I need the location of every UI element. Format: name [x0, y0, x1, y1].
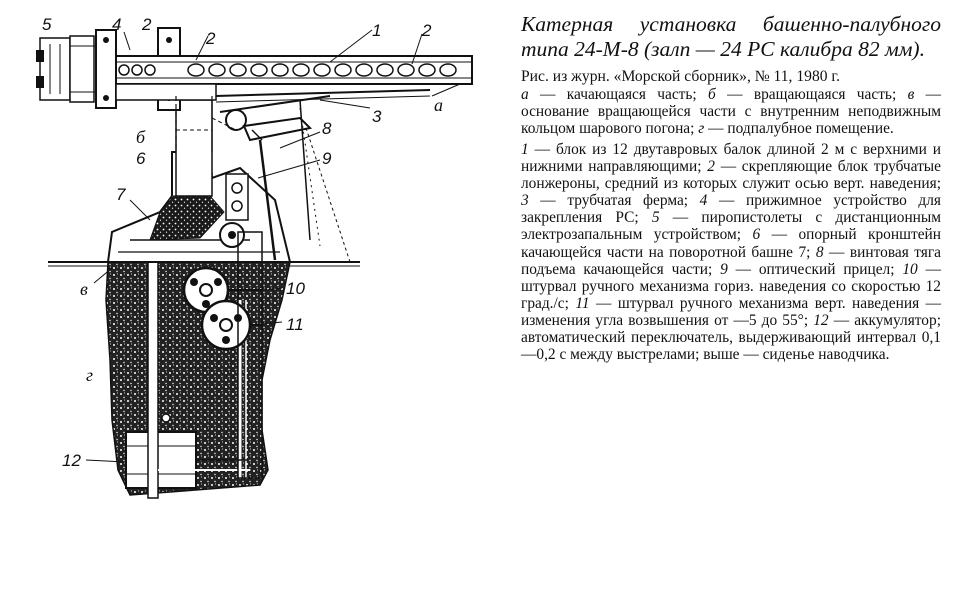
legend-key-а: а — [521, 86, 529, 103]
battery-box — [126, 432, 196, 488]
item-text-4: прижимное устройство для закрепления РС; — [521, 192, 941, 227]
rail-hole — [356, 64, 372, 76]
label-10: 10 — [286, 279, 305, 298]
item-key-12: 12 — [813, 311, 829, 329]
item-text-8: винтовая тяга подъема качающейся части; — [521, 243, 941, 278]
pyro-pistols — [40, 38, 70, 100]
rail-hole — [398, 64, 414, 76]
label-v: в — [80, 279, 88, 299]
rail-hole — [230, 64, 246, 76]
caption-legend: а — качающаяся часть; б — вращающаяся часть; в — основание вращающейся части с внутренним неподвижным кольцом шарового погона; г — подпалубное помещение. — [521, 86, 941, 137]
rail-hole — [314, 64, 330, 76]
item-key-9: 9 — [720, 260, 728, 278]
label-8: 8 — [322, 119, 332, 138]
item-key-6: 6 — [752, 226, 761, 244]
label-6: 6 — [136, 149, 146, 168]
caption-title: Катерная установка башенно-палубного типа 24-М-8 (залп — 24 РС калибра 82 мм). — [521, 12, 941, 61]
label-1: 1 — [372, 21, 382, 40]
item-key-11: 11 — [575, 294, 590, 312]
label-4: 4 — [112, 15, 122, 34]
item-text-11: штурвал ручного механизма верт. наведения — изменения угла возвышения от —5 до 55°; — [521, 294, 941, 329]
label-2-left: 2 — [142, 15, 152, 34]
legend-key-г: г — [698, 120, 705, 137]
rail-hole — [145, 65, 155, 75]
label-b: б — [136, 127, 146, 147]
label-12: 12 — [62, 451, 81, 470]
item-key-8: 8 — [815, 243, 824, 261]
rail-hole — [293, 64, 309, 76]
figure-caption — [521, 12, 941, 363]
item-text-12: аккумулятор; автоматический переключатель, выдерживающий интервал 0,1—0,2 с между выстрелами; выше — сиденье наводчика. — [521, 311, 941, 364]
item-text-3: трубчатая ферма; — [567, 192, 689, 210]
label-2-right: 2 — [422, 21, 432, 40]
legend-key-в: в — [907, 86, 915, 103]
turret-column — [176, 100, 212, 196]
rail-hole — [377, 64, 393, 76]
label-7: 7 — [116, 185, 126, 204]
legend-text-г: подпалубное помещение. — [727, 120, 894, 137]
item-key-10: 10 — [902, 260, 918, 278]
legend-text-б: вращающаяся часть; — [753, 86, 897, 103]
item-key-4: 4 — [699, 192, 708, 210]
rail-hole — [119, 65, 129, 75]
item-text-1: блок из 12 двутавровых балок длиной 2 м с верхними и нижними направляющими; — [521, 141, 941, 176]
item-text-9: оптический прицел; — [758, 260, 895, 278]
caption-source: Рис. из журн. «Морской сборник», № 11, 1980 г. — [521, 68, 840, 85]
rail-hole — [272, 64, 288, 76]
rail-hole — [251, 64, 267, 76]
optical-sight — [226, 174, 248, 220]
rail-hole — [188, 64, 204, 76]
label-5: 5 — [42, 15, 52, 34]
caption-items: 1 — блок из 12 двутавровых балок длиной 2 м с верхними и нижними направляющими; 2 — скрепляющие блок трубчатые лонжероны, средний из которых служит осью верт. наведения; 3 — трубчатая ферма; 4 — прижимное устройство для закрепления РС; 5 — пиропистолеты с дистанционным электрозапальным устройством; 6 — опорный кронштейн качающейся части на поворотной башне 7; 8 — винтовая тяга подъема качающейся части; 9 — оптический прицел; 10 — штурвал ручного механизма гориз. наведения со скоростью 12 град./с; 11 — штурвал ручного механизма верт. наведения — изменения угла возвышения от —5 до 55°; 12 — аккумулятор; автоматический переключатель, выдерживающий интервал 0,1—0,2 с между выстрелами; выше — сиденье наводчика. — [521, 141, 941, 364]
item-text-2: скрепляющие блок трубчатые лонжероны, средний из которых служит осью верт. наведения; — [521, 158, 941, 193]
rail-hole — [335, 64, 351, 76]
item-key-2: 2 — [707, 158, 715, 176]
rail-hole — [440, 64, 456, 76]
legend-text-а: качающаяся часть; — [566, 86, 697, 103]
label-2-middle: 2 — [206, 29, 216, 48]
launch-rail-block — [36, 28, 472, 110]
rail-hole — [419, 64, 435, 76]
legend-key-б: б — [708, 86, 716, 103]
label-g: г — [86, 365, 94, 385]
label-a: а — [434, 95, 443, 115]
support-post — [148, 230, 158, 498]
label-9: 9 — [322, 149, 332, 168]
item-key-5: 5 — [651, 209, 660, 227]
rail-hole — [209, 64, 225, 76]
label-11: 11 — [286, 315, 304, 334]
label-3: 3 — [372, 107, 382, 126]
rail-hole — [132, 65, 142, 75]
item-text-10: штурвал ручного механизма гориз. наведения со скоростью 12 град./с; — [521, 277, 941, 312]
legend-text-в: основание вращающейся части с внутренним неподвижным кольцом шарового погона; — [521, 103, 941, 137]
item-key-1: 1 — [521, 141, 529, 158]
item-key-3: 3 — [521, 192, 529, 210]
item-text-5: пиропистолеты с дистанционным электрозапальным устройством; — [521, 209, 941, 244]
item-text-6: опорный кронштейн качающейся части на поворотной башне 7; — [521, 226, 941, 261]
